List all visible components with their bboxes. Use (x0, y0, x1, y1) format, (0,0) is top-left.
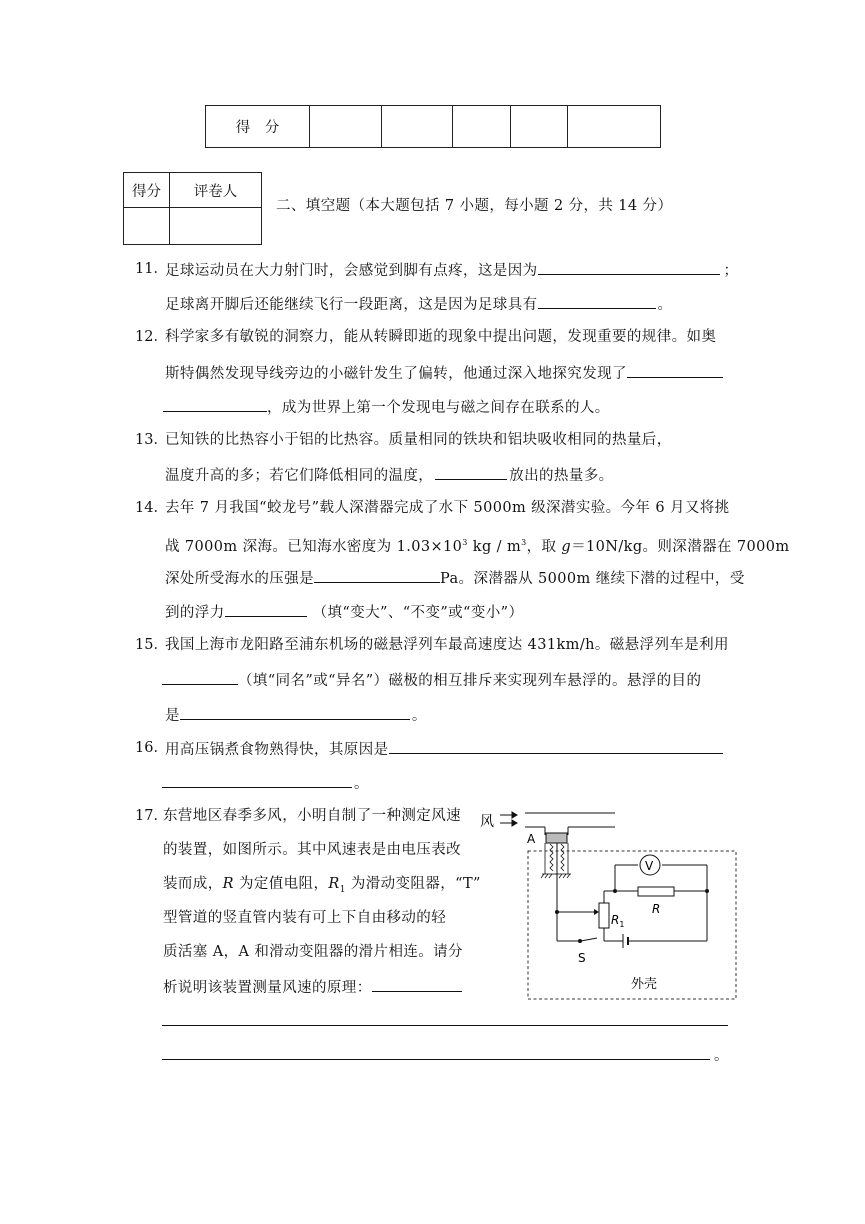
q11-line2 (165, 293, 672, 315)
question-number: 15． (135, 637, 168, 653)
q11-blank1[interactable] (538, 259, 720, 275)
q17-subscript: 1 (339, 884, 346, 895)
q14-line1: 去年 7 月我国“蛟龙号”载人深潜器完成了水下 5000m 级深潜实验。今年 6 月又将挑 (165, 500, 730, 516)
grader-table (123, 172, 262, 245)
q15-text: （填“同名”或“异名”）磁极的相互排斥来实现列车悬浮的。悬浮的目的 (238, 673, 702, 689)
q13-line1: 已知铁的比热容小于铝的比热容。质量相同的铁块和铝块吸收相同的热量后， (165, 432, 672, 448)
q15-blank1[interactable] (162, 669, 238, 685)
q14-text: kg / m (467, 538, 522, 555)
q17-line6 (163, 976, 462, 998)
score-cell[interactable] (511, 106, 568, 148)
q14-text: 深处所受海水的压强是 (165, 571, 314, 587)
q15-line3 (165, 704, 427, 726)
q11-punct: ； (723, 263, 739, 279)
q17-text: 装而成， (163, 876, 223, 892)
q17-blank1[interactable] (372, 976, 462, 992)
q14-text: 到的浮力 (165, 605, 225, 621)
q17-symbol-R: R (222, 876, 234, 892)
slider-arrow-icon (594, 909, 599, 915)
q14-blank2[interactable] (225, 601, 307, 617)
q12-line3 (163, 396, 610, 418)
q13-line2 (165, 464, 614, 486)
q11-line1 (165, 259, 738, 281)
t-pipe (525, 813, 615, 835)
q15-text: 。 (411, 708, 427, 724)
q14-blank1[interactable] (314, 567, 440, 583)
q16-punct: 。 (354, 776, 369, 792)
q14-text: 战 7000m 深海。已知海水密度为 1.03×10 (165, 538, 463, 555)
spring-icon (541, 843, 571, 878)
q17-line4: 型管道的竖直管内装有可上下自由移动的轻 (163, 910, 447, 926)
q14-line2 (165, 533, 790, 557)
q12-blank1b[interactable] (163, 396, 267, 412)
rheostat-label (611, 913, 624, 929)
q14-text: ，取 (526, 538, 562, 555)
q14-exponent: 3 (521, 538, 527, 547)
piston-a (546, 833, 567, 843)
piston-label: A (527, 832, 536, 846)
question-number: 12． (135, 329, 168, 345)
q17-answer-line1[interactable] (162, 1025, 728, 1026)
q16-text: 用高压锅煮食物熟得快，其原因是 (165, 742, 389, 758)
casing-label: 外壳 (631, 977, 658, 992)
q12-line1: 科学家多有敏锐的洞察力，能从转瞬即逝的现象中提出问题，发现重要的规律。如奥 (165, 329, 717, 345)
score-cell[interactable] (310, 106, 382, 148)
wind-arrows-icon (500, 812, 517, 826)
q14-exponent: 3 (462, 538, 468, 547)
rheostat-r1 (599, 903, 609, 928)
q12-text: 斯特偶然发现导线旁边的小磁针发生了偏转，他通过深入地探究发现了 (165, 366, 627, 382)
q17-answer-line2[interactable] (162, 1044, 710, 1060)
score-label: 得 分 (206, 106, 310, 148)
q17-text: 为定值电阻， (233, 876, 329, 892)
q14-text: （填“变大”、“不变”或“变小”） (312, 605, 524, 621)
q14-line3 (165, 567, 745, 589)
q11-punct: 。 (657, 297, 673, 313)
q12-blank1a[interactable] (627, 362, 723, 378)
q16-line2 (162, 772, 369, 794)
q16-blank1b[interactable] (162, 772, 352, 788)
resistor-r (638, 887, 674, 896)
q17-line8 (162, 1044, 729, 1066)
question-number: 17． (135, 808, 168, 824)
question-number: 13． (135, 432, 168, 448)
wind-label: 风 (480, 814, 494, 830)
q17-line5: 质活塞 A，A 和滑动变阻器的滑片相连。请分 (163, 944, 463, 960)
rheostat-symbol: R (611, 913, 620, 927)
q14-text: ＝10N/kg。则深潜器在 7000m (571, 538, 790, 555)
voltmeter-label: V (645, 859, 654, 873)
score-cell[interactable] (453, 106, 511, 148)
question-number: 11． (135, 261, 168, 277)
q14-text: Pa。深潜器从 5000m 继续下潜的过程中，受 (440, 571, 745, 587)
q15-line1: 我国上海市龙阳路至浦东机场的磁悬浮列车最高速度达 431km/h。磁悬浮列车是利用 (165, 637, 729, 653)
resistor-label: R (652, 902, 661, 916)
q17-line2: 的装置，如图所示。其中风速表是由电压表改 (163, 842, 461, 858)
question-number: 14． (135, 500, 168, 516)
rheostat-subscript: 1 (619, 920, 625, 929)
q17-text: 为滑动变阻器，“T” (345, 876, 481, 892)
q11-text: 足球运动员在大力射门时，会感觉到脚有点疼，这是因为 (165, 263, 538, 279)
q12-line2 (165, 362, 723, 384)
q17-punct: 。 (714, 1048, 729, 1064)
score-table (205, 105, 661, 148)
q16-line1 (165, 738, 723, 760)
grader-score-cell[interactable] (124, 208, 170, 245)
switch-label: S (578, 951, 586, 965)
section-title: 二、填空题（本大题包括 7 小题，每小题 2 分，共 14 分） (276, 198, 673, 214)
grader-name-cell[interactable] (170, 208, 262, 245)
q17-text: 析说明该装置测量风速的原理： (163, 980, 372, 996)
question-number: 16． (135, 740, 168, 756)
q17-line3 (163, 874, 481, 900)
q13-text: 放出的热量多。 (509, 468, 614, 484)
q15-text: 是 (165, 708, 180, 724)
q14-symbol-g: g (561, 538, 572, 555)
grader-name-label: 评卷人 (170, 173, 262, 208)
q11-blank2[interactable] (538, 293, 656, 309)
junction-dots (555, 889, 709, 943)
q16-blank1a[interactable] (389, 738, 723, 754)
score-cell[interactable] (382, 106, 453, 148)
q13-blank1[interactable] (435, 464, 507, 480)
q15-line2 (162, 669, 701, 691)
battery-icon (623, 934, 628, 948)
q12-text: ，成为世界上第一个发现电与磁之间存在联系的人。 (267, 400, 610, 416)
q11-text: 足球离开脚后还能继续飞行一段距离，这是因为足球具有 (165, 297, 538, 313)
q14-line4 (165, 601, 523, 623)
q15-blank2[interactable] (180, 704, 410, 720)
score-cell[interactable] (568, 106, 661, 148)
q17-line1: 东营地区春季多风，小明自制了一种测定风速 (163, 808, 461, 824)
grader-score-label: 得分 (124, 173, 170, 208)
wind-meter-figure (470, 800, 745, 1005)
circuit-wires (557, 865, 707, 941)
q13-text: 温度升高的多；若它们降低相同的温度， (165, 468, 434, 484)
q17-symbol-R1: R (328, 876, 340, 892)
